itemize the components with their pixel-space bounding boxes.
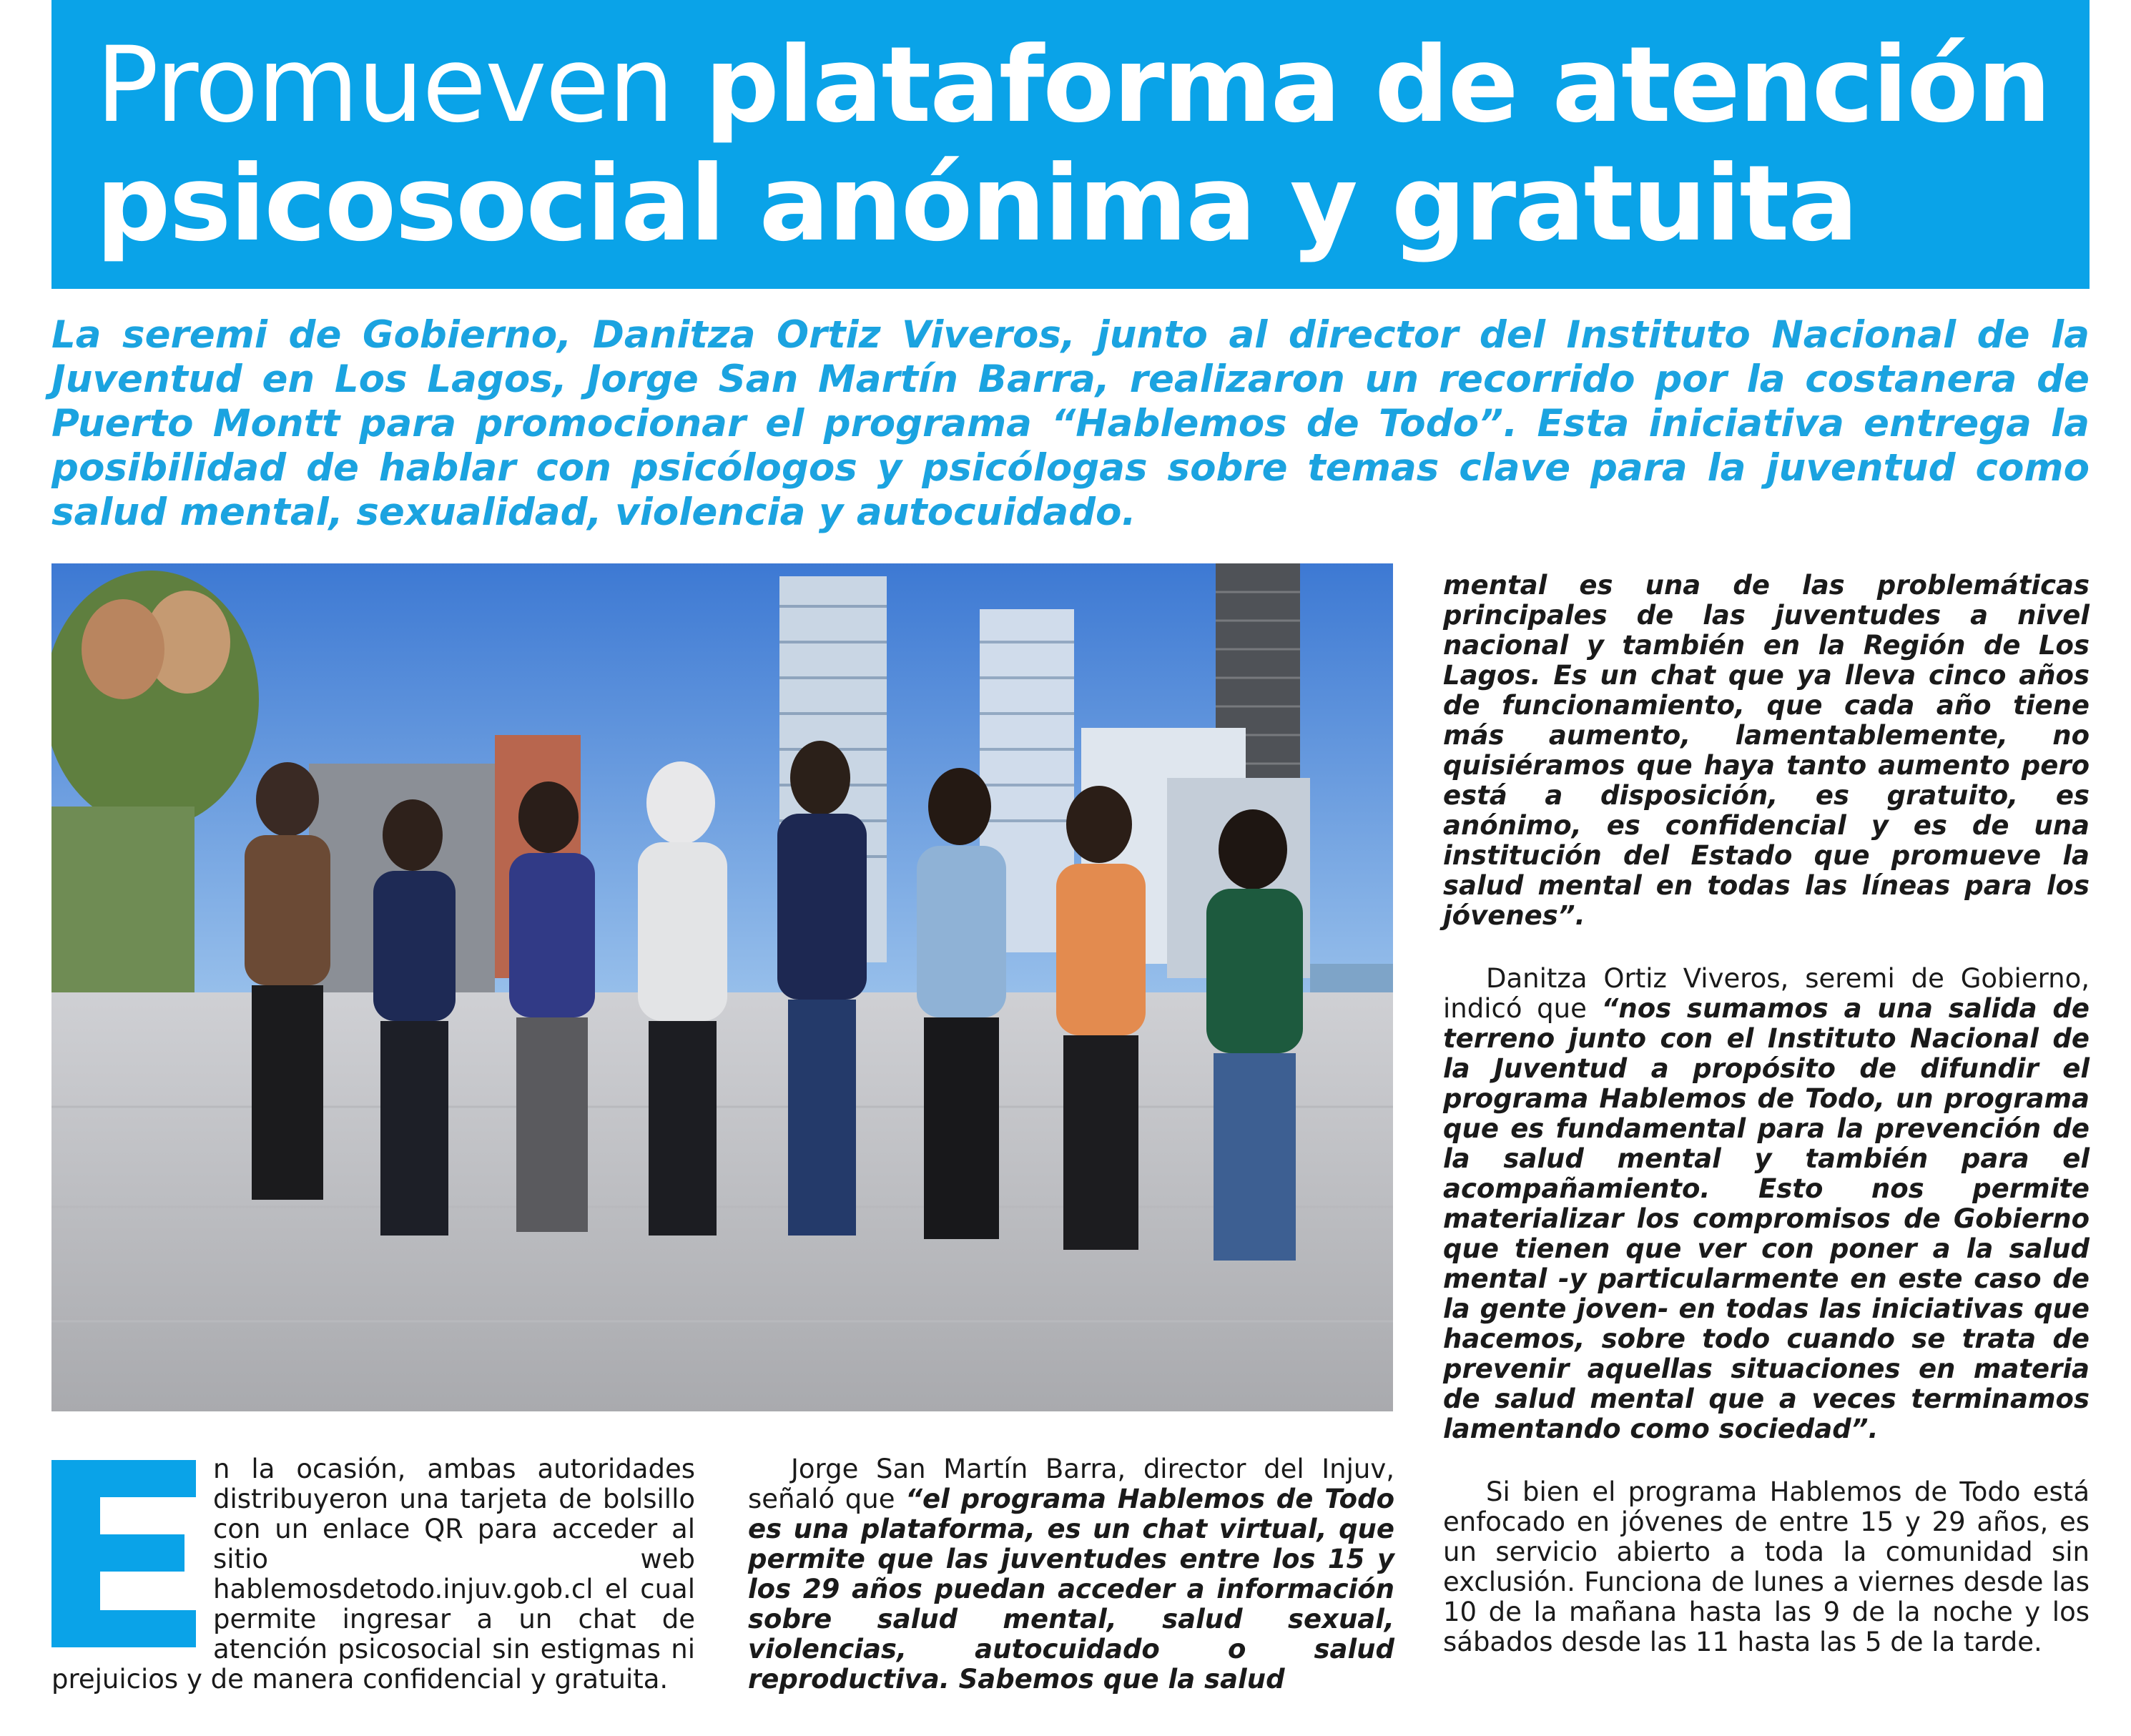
paragraph-2-quote: “el programa Hablemos de Todo es una plataforma, es un chat virtual, que permite que las juventudes entre los 15 y los 29 años puedan acceder a información sobre salud mental, salud sexual, violencias, autocuidado o salud reproductiva. Sabemos que la salud: [748, 1484, 1394, 1695]
body-column-3: [1443, 571, 2090, 1657]
headline-bold-line1: plataforma de atención: [704, 24, 2050, 146]
paragraph-3-text: Danitza Ortiz Viveros, seremi de Gobierno, indicó que: [1443, 963, 2090, 1024]
paragraph-3-quote: “nos sumamos a una salida de terreno junto con el Instituto Nacional de la Juventud a propósito de difundir el programa Hablemos de Todo, un programa que es fundamental para la prevención de la salud mental y también para el acompañamiento. Esto nos permite materializar los compromisos de Gobierno que tienen que ver con poner a la salud mental -y particularmente en este caso de la gente joven- en todas las iniciativas que hacemos, sobre todo cuando se trata de prevenir aquellas situaciones en materia de salud mental que a veces terminamos lamentando como sociedad”.: [1443, 993, 2090, 1444]
headline: [96, 26, 2084, 263]
paragraph-1: n la ocasión, ambas autoridades distribuyeron una tarjeta de bolsillo con un enlace QR para acceder al sitio web hablemosdetodo.injuv.gob.cl el cual permite ingresar a un chat de atención psicosocial sin estigmas ni prejuicios y de manera confidencial y gratuita.: [51, 1454, 695, 1695]
headline-bold-line2: psicosocial anónima y gratuita: [96, 143, 1857, 265]
paragraph-4: Si bien el programa Hablemos de Todo está enfocado en jóvenes de entre 15 y 29 años, es un servicio abierto a toda la comunidad sin exclusión. Funciona de lunes a viernes desde las 10 de la mañana hasta las 9 de la noche y los sábados desde las 11 hasta las 5 de la tarde.: [1443, 1476, 2090, 1657]
lead-paragraph: La seremi de Gobierno, Danitza Ortiz Viveros, junto al director del Instituto Nacional de la Juventud en Los Lagos, Jorge San Martín Barra, realizaron un recorrido por la costanera de Puerto Montt para promocionar el programa “Hablemos de Todo”. Esta iniciativa entrega la posibilidad de hablar con psicólogos y psicólogas sobre temas clave para la juventud como salud mental, sexualidad, violencia y autocuidado.: [51, 313, 2090, 534]
paragraph-3: [1443, 964, 2090, 1444]
paragraph-2-quote-continued: mental es una de las problemáticas principales de las juventudes a nivel nacional y también en la Región de Los Lagos. Es un chat que ya lleva cinco años de funcionamiento, que cada año tiene más aumento, lamentablemente, no quisiéramos que haya tanto aumento pero está a disposición, es gratuito, es anónimo, es confidencial y es de una institución del Estado que promueve la salud mental en todas las líneas para los jóvenes”.: [1443, 570, 2090, 931]
photo-illustration: [51, 563, 1393, 1411]
body-column-1: [51, 1454, 695, 1695]
article-photo: [51, 563, 1393, 1411]
headline-banner: [51, 0, 2090, 289]
body-column-2: [748, 1454, 1394, 1695]
paragraph-2-text: Jorge San Martín Barra, director del Injuv, señaló que: [748, 1454, 1394, 1514]
headline-thin: Promueven: [96, 24, 673, 146]
dropcap-space: [51, 1454, 213, 1646]
paragraph-2: [748, 1454, 1394, 1695]
